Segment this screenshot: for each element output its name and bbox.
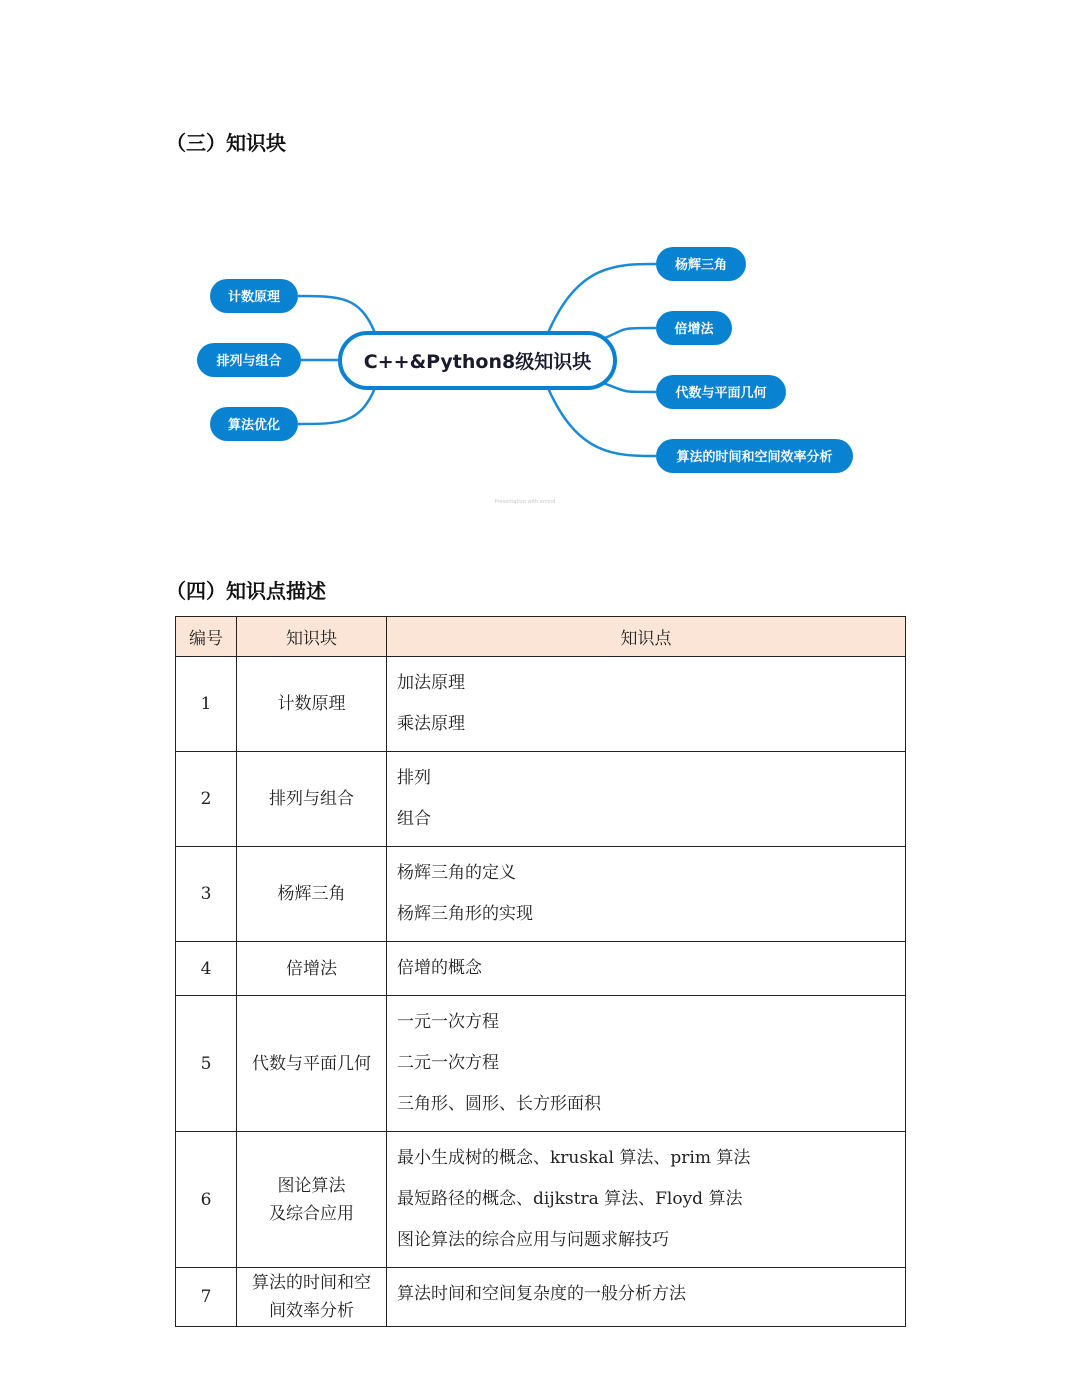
row-block [237,657,387,752]
knowledge-point: 排列 [397,768,431,788]
connector-line [600,328,656,340]
row-number: 7 [176,1268,237,1327]
mind-map-node-right [656,439,853,473]
knowledge-point: 杨辉三角的定义 [397,863,516,883]
connector-line [298,296,375,333]
knowledge-point: 图论算法的综合应用与问题求解技巧 [397,1230,669,1250]
row-block [237,942,387,996]
connector-line [298,388,375,424]
node-label: 算法的时间和空间效率分析 [676,450,833,465]
node-label: 代数与平面几何 [675,386,767,401]
connector-line [548,388,656,456]
mind-map-watermark: Presentation with xmind [494,499,556,505]
table-row [176,996,906,1132]
block-line: 杨辉三角 [277,884,346,904]
mind-map-node-left [210,407,298,441]
row-points [387,942,906,996]
mind-map-center-node [340,333,615,388]
table-row [176,752,906,847]
header-block: 知识块 [237,617,387,657]
block-line: 图论算法 [277,1175,346,1196]
knowledge-points-table [175,616,906,1327]
row-number: 3 [176,847,237,942]
row-number: 6 [176,1132,237,1268]
row-block [237,847,387,942]
row-block [237,752,387,847]
connector-line [600,382,656,392]
block-line: 间效率分析 [269,1301,354,1321]
block-line: 排列与组合 [269,789,354,809]
knowledge-point: 组合 [397,809,431,829]
table-row [176,942,906,996]
row-block [237,1132,387,1268]
row-number: 5 [176,996,237,1132]
row-number: 4 [176,942,237,996]
row-points [387,1268,906,1327]
knowledge-point: 倍增的概念 [397,958,482,978]
knowledge-point: 三角形、圆形、长方形面积 [397,1094,601,1114]
node-label: 杨辉三角 [674,258,728,273]
mind-map-node-left [210,279,298,313]
node-label: 排列与组合 [216,354,282,369]
table-row [176,847,906,942]
node-label: 算法优化 [227,418,281,433]
row-number: 2 [176,752,237,847]
block-line: 倍增法 [286,958,337,979]
row-points [387,847,906,942]
node-label: 计数原理 [227,290,281,305]
knowledge-point: 一元一次方程 [397,1012,499,1032]
section-heading-knowledge-blocks: （三）知识块 [166,131,286,155]
knowledge-point: 乘法原理 [397,714,465,734]
table-row [176,657,906,752]
knowledge-point: 算法时间和空间复杂度的一般分析方法 [397,1284,686,1304]
mind-map-node-left [197,343,301,377]
block-line: 及综合应用 [269,1203,354,1224]
knowledge-point: 杨辉三角形的实现 [397,904,533,924]
knowledge-point: 最小生成树的概念、kruskal 算法、prim 算法 [397,1148,751,1168]
mind-map-node-right [656,247,746,281]
header-points: 知识点 [387,617,906,657]
block-line: 代数与平面几何 [252,1053,371,1074]
row-block [237,996,387,1132]
mind-map [0,0,1080,560]
knowledge-point: 最短路径的概念、dijkstra 算法、Floyd 算法 [397,1189,743,1209]
block-line: 计数原理 [277,694,346,714]
knowledge-point: 二元一次方程 [397,1053,499,1073]
mind-map-node-right [656,311,732,345]
mind-map-node-right [656,375,786,409]
row-number: 1 [176,657,237,752]
table-header-row [176,617,906,657]
block-line: 算法的时间和空 [252,1273,371,1293]
connector-line [548,264,656,333]
table-row [176,1268,906,1327]
header-number: 编号 [176,617,237,657]
row-points [387,996,906,1132]
row-points [387,657,906,752]
row-points [387,752,906,847]
knowledge-point: 加法原理 [397,673,465,693]
section-heading-knowledge-points: （四）知识点描述 [166,579,326,603]
node-label: 倍增法 [674,322,714,337]
table-row [176,1132,906,1268]
row-points [387,1132,906,1268]
center-node-label: C++&Python8级知识块 [363,351,592,373]
row-block [237,1268,387,1327]
